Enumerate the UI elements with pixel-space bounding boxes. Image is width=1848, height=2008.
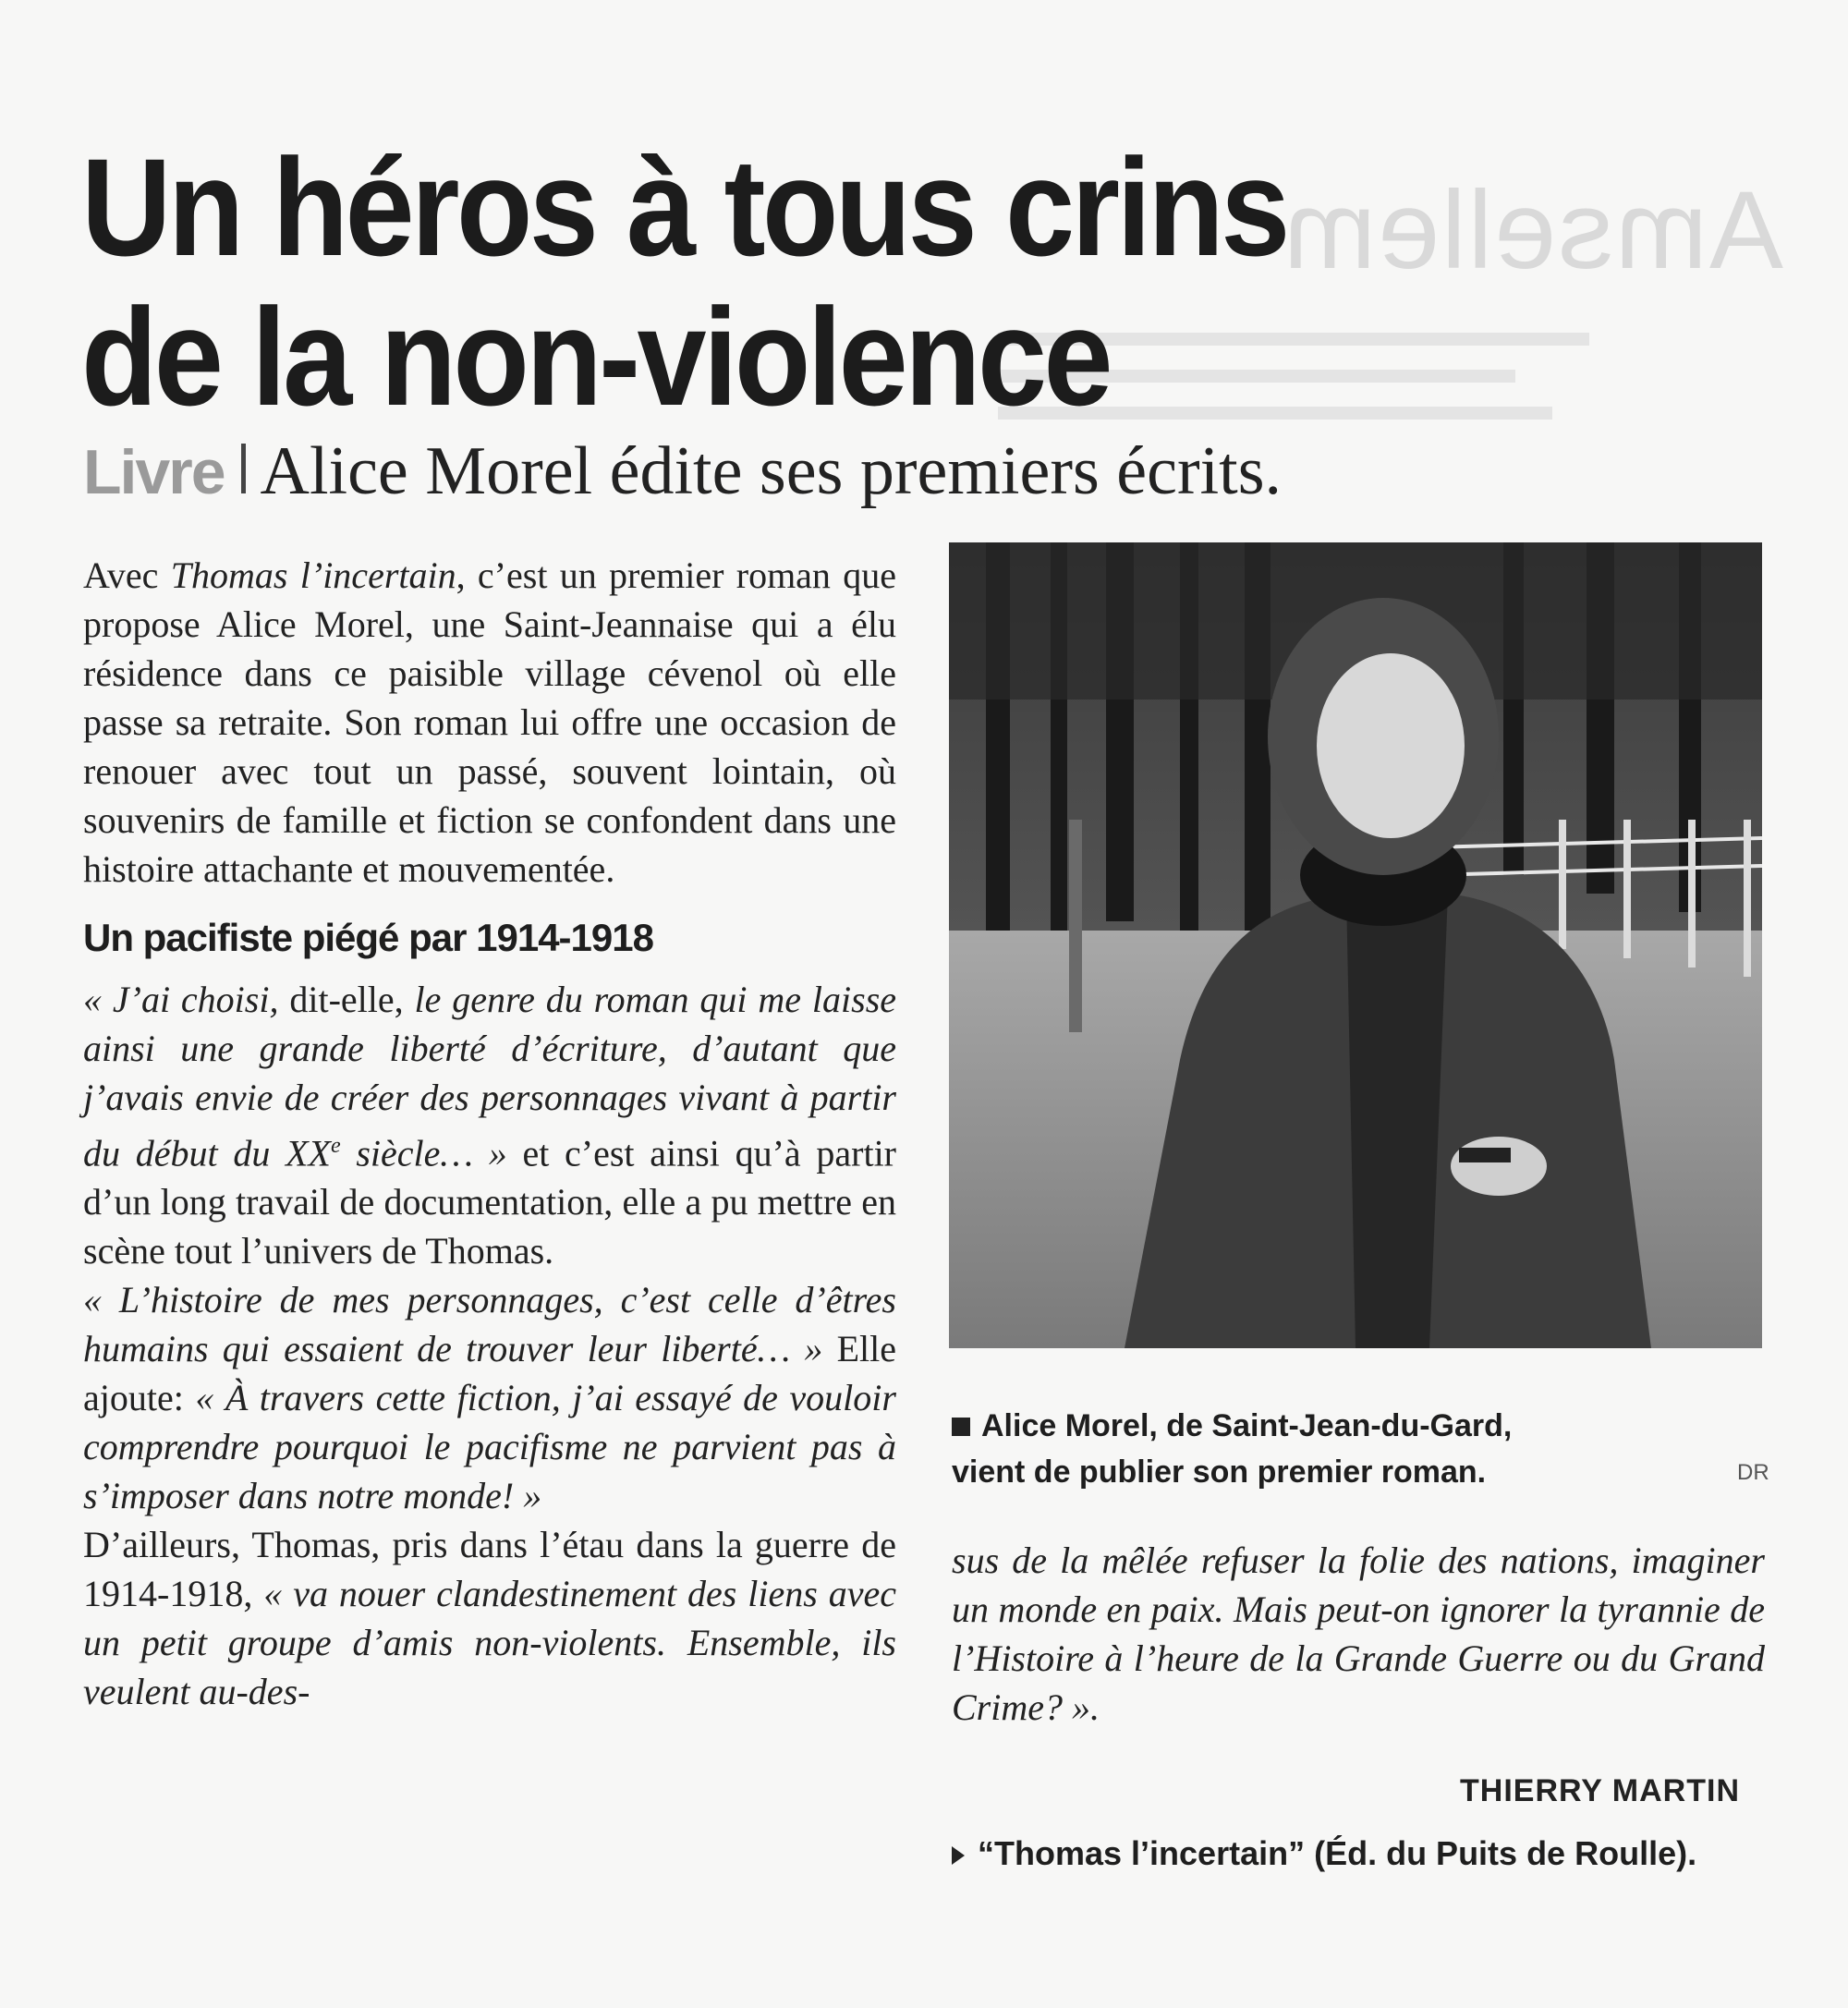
quote-text: « À travers cette fiction, j’ai essayé de vouloir comprendre pourquoi le pacifisme ne parvient pas à s’imposer dans notre monde! »	[83, 1377, 896, 1517]
intro-text: Avec	[83, 554, 171, 596]
photo-caption	[952, 1403, 1765, 1495]
quote-paragraph-1	[83, 975, 896, 1275]
body-text: D’ailleurs, Thomas, pris dans l’étau dans la guerre de 1914-1918,	[83, 1524, 896, 1615]
quote-text: « va nouer clandestinement des liens avec un petit groupe d’amis non-violents. Ensemble, ils veulent au-des-	[83, 1573, 897, 1713]
headline-line-2: de la non-violence	[81, 278, 1110, 434]
kicker	[83, 432, 1282, 516]
headline	[81, 128, 1512, 434]
portrait-photo	[949, 542, 1762, 1348]
caption-line-1	[952, 1403, 1765, 1449]
intro-text: , c’est un premier roman que propose Alice Morel, une Saint-Jeannaise qui a élu résidence dans ce paisible village cévenol où elle passe sa retraite. Son roman lui offre une occasion de renouer avec tout un passé, souvent lointain, où souvenirs de famille et fiction se confondent dans une histoire attachante et mouvementée.	[83, 554, 896, 890]
intro-paragraph	[83, 551, 896, 894]
article-column-left	[83, 551, 896, 1716]
photo-credit: DR	[1737, 1460, 1769, 1485]
triangle-bullet-icon	[952, 1846, 965, 1865]
book-reference	[952, 1830, 1765, 1878]
quote-text: « L’histoire de mes personnages, c’est celle d’êtres humains qui essaient de trouver leur liberté… »	[83, 1279, 896, 1370]
bleed-through-text: Amsellem	[1282, 168, 1783, 292]
body-text: et c’est ainsi qu’à partir d’un long travail de documentation, elle a pu mettre en scène tout l’univers de Thomas.	[83, 1132, 897, 1272]
caption-line-2: vient de publier son premier roman.	[952, 1454, 1487, 1490]
body-text: Elle ajoute:	[83, 1328, 897, 1419]
quote-text: « J’ai choisi,	[83, 979, 279, 1020]
section-tag: Livre	[83, 437, 225, 507]
quote-text: le genre du roman qui me laisse ainsi une grande liberté d’écriture, d’autant que j’avais envie de créer des personnages vivant à partir du début du XX	[83, 979, 897, 1174]
closing-paragraph	[83, 1520, 896, 1716]
book-reference-text: “Thomas l’incertain” (Éd. du Puits de Roulle).	[978, 1834, 1697, 1872]
subheading: Un pacifiste piégé par 1914-1918	[83, 916, 653, 959]
subtitle: Alice Morel édite ses premiers écrits.	[260, 433, 1283, 509]
photo-illustration	[949, 542, 1762, 1348]
byline: THIERRY MARTIN	[1460, 1773, 1740, 1808]
book-title-inline: Thomas l’incertain	[170, 554, 456, 596]
article-column-right	[952, 1536, 1765, 1732]
body-text: dit-elle,	[278, 979, 415, 1020]
quote-superscript: e	[330, 1134, 341, 1158]
headline-line-1: Un héros à tous crins	[81, 128, 1287, 285]
caption-text: Alice Morel, de Saint-Jean-du-Gard,	[981, 1408, 1513, 1443]
caption-bullet-icon	[952, 1418, 970, 1436]
continuation-paragraph: sus de la mêlée refuser la folie des nations, imaginer un monde en paix. Mais peut-on ignorer la tyrannie de l’Histoire à l’heure de la Grande Guerre ou du Grand Crime? ».	[952, 1539, 1765, 1728]
kicker-separator	[241, 444, 246, 493]
quote-paragraph-2	[83, 1275, 896, 1520]
quote-text: siècle… »	[340, 1132, 507, 1174]
